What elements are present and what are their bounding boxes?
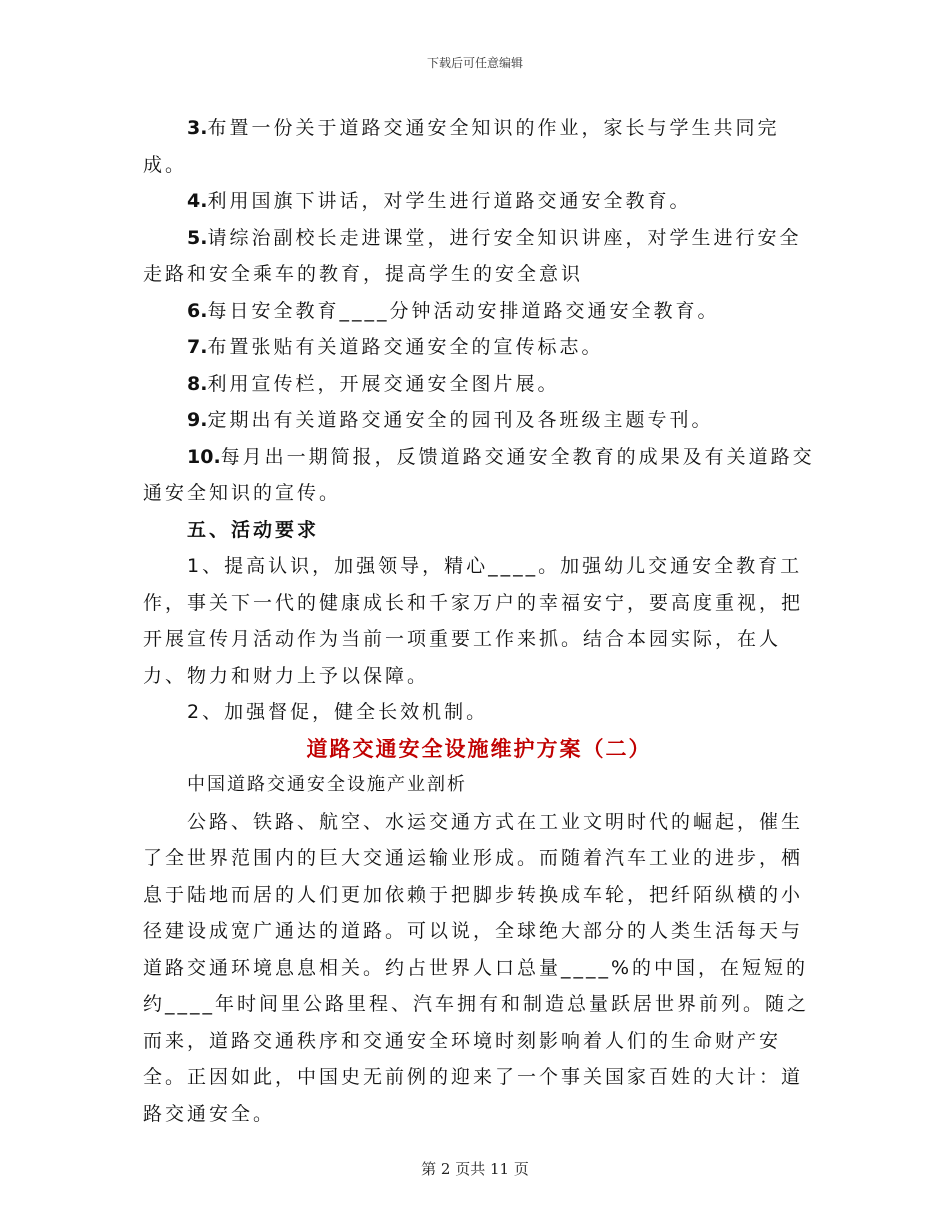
item-number: 6. <box>187 299 208 322</box>
item-number: 4. <box>187 190 208 212</box>
item-text: 每日安全教育____分钟活动安排道路交通安全教育。 <box>207 299 720 322</box>
list-item <box>143 439 815 512</box>
item-number: 9. <box>187 409 208 431</box>
page-footer: 第 2 页共 11 页 <box>421 1160 529 1178</box>
item-number: 7. <box>187 336 208 358</box>
item-text: 布置张贴有关道路交通安全的宣传标志。 <box>207 336 604 358</box>
item-number: 10. <box>187 445 221 468</box>
document-body <box>143 110 815 1132</box>
item-text: 布置一份关于道路交通安全知识的作业，家长与学生共同完成。 <box>143 117 780 176</box>
item-number: 5. <box>187 226 208 249</box>
item-number: 8. <box>187 372 208 395</box>
plan-title: 道路交通安全设施维护方案（二） <box>306 736 652 761</box>
item-text: 利用国旗下讲话，对学生进行道路交通安全教育。 <box>207 190 692 212</box>
list-item <box>143 293 815 330</box>
plan-subtitle: 中国道路交通安全设施产业剖析 <box>187 774 467 795</box>
item-text: 请综治副校长走进课堂，进行安全知识讲座，对学生进行安全走路和安全乘车的教育，提高学生的安全意识 <box>143 226 802 285</box>
list-item <box>143 110 815 183</box>
requirement-1: 1、提高认识，加强领导，精心____。加强幼儿交通安全教育工作，事关下一代的健康成长和千家万户的幸福安宁，要高度重视，把开展宣传月活动作为当前一项重要工作来抓。结合本园实际，在人力、物力和财力上予以保障。 <box>143 555 804 687</box>
item-text: 定期出有关道路交通安全的园刊及各班级主题专刊。 <box>207 409 714 431</box>
item-number: 3. <box>187 117 208 139</box>
requirement-2: 2、加强督促，健全长效机制。 <box>187 701 489 723</box>
list-item <box>143 366 815 403</box>
section-heading: 五、活动要求 <box>187 518 320 541</box>
list-item <box>143 402 815 439</box>
list-item <box>143 329 815 366</box>
list-item <box>143 183 815 220</box>
page-header: 下载后可任意编辑 <box>426 56 523 70</box>
plan-body: 公路、铁路、航空、水运交通方式在工业文明时代的崛起，催生了全世界范围内的巨大交通运输业形成。而随着汽车工业的进步，栖息于陆地而居的人们更加依赖于把脚步转换成车轮，把纤陌纵横的小径建设成宽广通达的道路。可以说，全球绝大部分的人类生活每天与道路交通环境息息相关。约占世界人口总量____%的中国，在短短的约____年时间里公路里程、汽车拥有和制造总量跃居世界前列。随之而来，道路交通秩序和交通安全环境时刻影响着人们的生命财产安全。正因如此，中国史无前例的迎来了一个事关国家百姓的大计：道路交通安全。 <box>143 810 810 1125</box>
item-text: 每月出一期简报，反馈道路交通安全教育的成果及有关道路交通安全知识的宣传。 <box>143 445 815 504</box>
list-item <box>143 220 815 293</box>
item-text: 利用宣传栏，开展交通安全图片展。 <box>207 372 560 395</box>
